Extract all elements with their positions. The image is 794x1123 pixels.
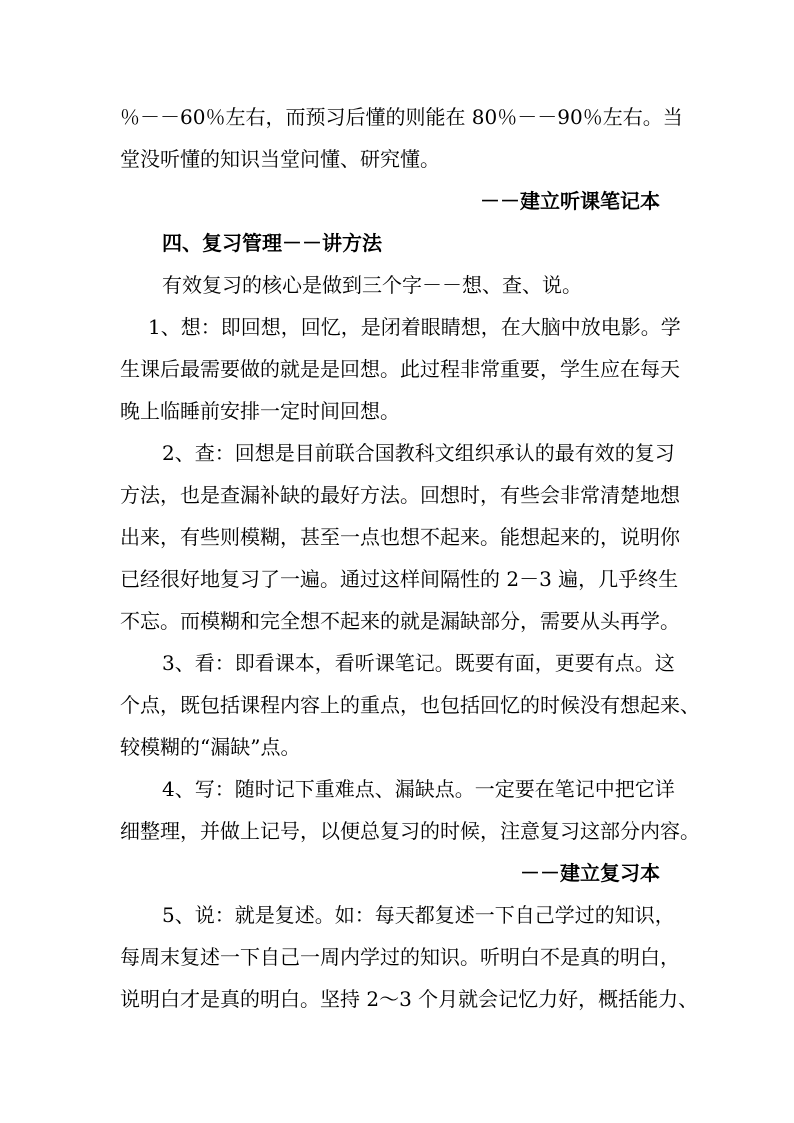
item-2-line-1: 2、查：回想是目前联合国教科文组织承认的最有效的复习 bbox=[162, 441, 675, 465]
item-5-line-2: 每周末复述一下自己一周内学过的知识。听明白不是真的明白， bbox=[120, 945, 680, 969]
item-5-line-3: 说明白才是真的明白。坚持 2～3 个月就会记忆力好，概括能力、 bbox=[120, 987, 699, 1011]
item-1-line-3: 晚上临睡前安排一定时间回想。 bbox=[120, 399, 400, 423]
item-2-line-2: 方法，也是查漏补缺的最好方法。回想时，有些会非常清楚地想 bbox=[120, 483, 680, 507]
intro-line-1: ％－－60％左右，而预习后懂的则能在 80％－－90％左右。当 bbox=[120, 105, 683, 129]
item-5-line-1: 5、说：就是复述。如：每天都复述一下自己学过的知识， bbox=[162, 903, 675, 927]
core-sentence: 有效复习的核心是做到三个字－－想、查、说。 bbox=[162, 273, 582, 297]
signature-note-review-notebook: －－建立复习本 bbox=[520, 861, 660, 885]
item-3-line-2: 个点，既包括课程内容上的重点，也包括回忆的时候没有想起来、 bbox=[120, 693, 700, 717]
item-4-line-2: 细整理，并做上记号，以便总复习的时候，注意复习这部分内容。 bbox=[120, 819, 700, 843]
intro-line-2: 堂没听懂的知识当堂问懂、研究懂。 bbox=[120, 147, 440, 171]
item-2-line-5: 不忘。而模糊和完全想不起来的就是漏缺部分，需要从头再学。 bbox=[120, 609, 680, 633]
item-3-line-1: 3、看：即看课本，看听课笔记。既要有面，更要有点。这 bbox=[162, 651, 675, 675]
item-1-line-2: 生课后最需要做的就是是回想。此过程非常重要，学生应在每天 bbox=[120, 357, 680, 381]
section-heading: 四、复习管理－－讲方法 bbox=[162, 231, 382, 255]
signature-note-listening-notebook: －－建立听课笔记本 bbox=[480, 189, 660, 213]
item-3-line-3: 较模糊的“漏缺”点。 bbox=[120, 735, 301, 759]
item-1-line-1: 1、想：即回想，回忆，是闭着眼睛想，在大脑中放电影。学 bbox=[148, 315, 681, 339]
item-4-line-1: 4、写：随时记下重难点、漏缺点。一定要在笔记中把它详 bbox=[162, 777, 675, 801]
item-2-line-3: 出来，有些则模糊，甚至一点也想不起来。能想起来的，说明你 bbox=[120, 525, 680, 549]
item-2-line-4: 已经很好地复习了一遍。通过这样间隔性的 2－3 遍，几乎终生 bbox=[120, 567, 679, 591]
